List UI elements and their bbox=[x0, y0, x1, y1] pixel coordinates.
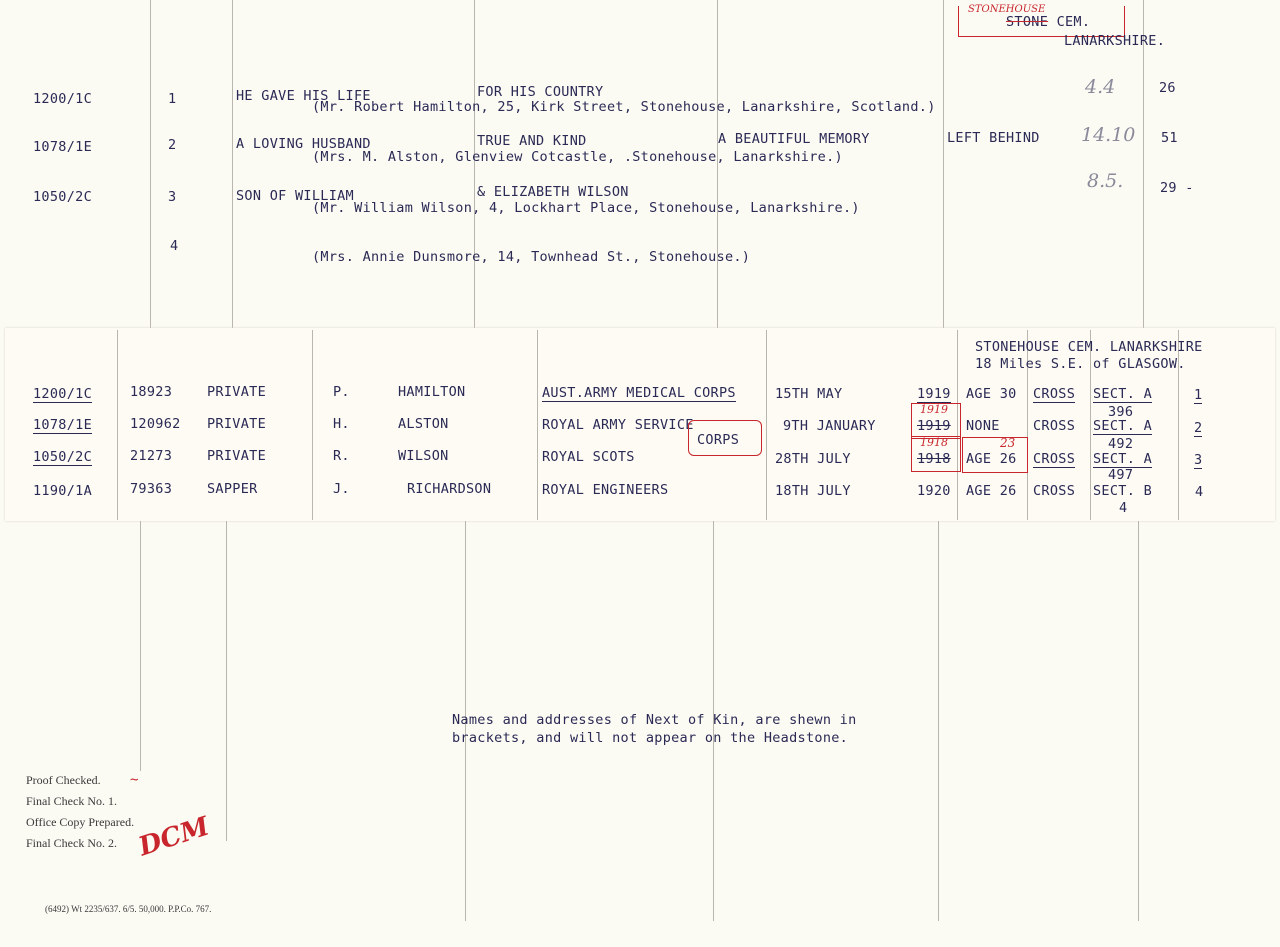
ref-number: 1200/1C bbox=[33, 386, 92, 402]
check-mark: ~ bbox=[130, 772, 139, 788]
headstone-type: CROSS bbox=[1033, 483, 1076, 499]
inscription-line: TRUE AND KIND bbox=[477, 133, 587, 149]
column-rule bbox=[537, 330, 538, 520]
column-rule bbox=[140, 521, 141, 771]
age-correction-box bbox=[962, 437, 1028, 473]
surname: HAMILTON bbox=[398, 384, 466, 400]
service-number: 120962 bbox=[130, 416, 181, 432]
ref-number: 1078/1E bbox=[33, 417, 92, 433]
grave-number: 396 bbox=[1108, 404, 1134, 420]
strip-row-number: 4 bbox=[1195, 484, 1204, 500]
column-rule bbox=[943, 0, 944, 328]
ref-number: 1190/1A bbox=[33, 483, 92, 499]
rank: PRIVATE bbox=[207, 416, 266, 432]
unit: AUST.ARMY MEDICAL CORPS bbox=[542, 385, 736, 401]
next-of-kin: (Mr. William Wilson, 4, Lockhart Place, Stonehouse, Lanarkshire.) bbox=[312, 200, 860, 216]
row-number: 3 bbox=[168, 189, 177, 205]
section: SECT. B bbox=[1093, 483, 1152, 499]
rank: SAPPER bbox=[207, 481, 258, 497]
next-of-kin: (Mrs. Annie Dunsmore, 14, Townhead St., Stonehouse.) bbox=[312, 249, 751, 265]
unit: ROYAL SCOTS bbox=[542, 449, 635, 465]
signature: DCM bbox=[135, 811, 213, 863]
strip-row-number: 3 bbox=[1194, 452, 1203, 468]
headstone-type: CROSS bbox=[1033, 386, 1076, 402]
service-number: 21273 bbox=[130, 448, 173, 464]
row-number: 4 bbox=[170, 238, 179, 254]
cemetery-rest: CEM. bbox=[1056, 14, 1091, 30]
corner-note: STONEHOUSE bbox=[968, 4, 1046, 15]
section: SECT. A bbox=[1093, 418, 1152, 434]
strip-cemetery: STONEHOUSE CEM. LANARKSHIRE bbox=[975, 339, 1203, 355]
section: SECT. A bbox=[1093, 451, 1152, 467]
next-of-kin-note: brackets, and will not appear on the Headstone. bbox=[452, 730, 849, 746]
ref-number: 1078/1E bbox=[33, 139, 92, 155]
unit-correction-box bbox=[688, 420, 762, 456]
surname: RICHARDSON bbox=[407, 481, 492, 497]
service-number: 79363 bbox=[130, 481, 173, 497]
column-rule bbox=[1143, 0, 1144, 328]
age: AGE 30 bbox=[966, 386, 1017, 402]
initial: H. bbox=[333, 416, 350, 432]
death-year: 1919 bbox=[917, 418, 951, 434]
death-date: 28TH JULY bbox=[775, 451, 851, 467]
row-number: 2 bbox=[168, 137, 177, 153]
strip-row-number: 2 bbox=[1194, 420, 1203, 436]
next-of-kin: (Mrs. M. Alston, Glenview Cotcastle, .Stonehouse, Lanarkshire.) bbox=[312, 149, 843, 165]
grave-number: 497 bbox=[1108, 467, 1134, 483]
age: AGE 26 bbox=[966, 451, 1017, 467]
age: NONE bbox=[966, 418, 1000, 434]
initial: R. bbox=[333, 448, 350, 464]
county: LANARKSHIRE. bbox=[1064, 33, 1166, 49]
grave-number: 492 bbox=[1108, 436, 1134, 452]
column-rule bbox=[232, 0, 233, 328]
death-date: 15TH MAY bbox=[775, 386, 843, 402]
section: SECT. A bbox=[1093, 386, 1152, 402]
surname: ALSTON bbox=[398, 416, 449, 432]
death-date: 9TH JANUARY bbox=[783, 418, 876, 434]
inscription-line: A BEAUTIFUL MEMORY bbox=[718, 131, 870, 147]
unit: ROYAL ARMY SERVICE bbox=[542, 417, 694, 433]
column-rule bbox=[117, 330, 118, 520]
letter-count: 29 - bbox=[1160, 180, 1194, 196]
inscription-line: LEFT BEHIND bbox=[947, 130, 1040, 146]
inscription-line: FOR HIS COUNTRY bbox=[477, 84, 604, 100]
ref-number: 1200/1C bbox=[33, 91, 92, 107]
check-final-2: Final Check No. 2. bbox=[26, 836, 117, 850]
check-proof: Proof Checked. bbox=[26, 773, 101, 787]
rank: PRIVATE bbox=[207, 448, 266, 464]
cemetery-struck: STONE bbox=[1006, 14, 1049, 30]
death-year: 1919 bbox=[917, 386, 951, 402]
handwritten-note: 14.10 bbox=[1081, 124, 1136, 146]
year-correction: 1918 bbox=[920, 436, 948, 449]
unit: ROYAL ENGINEERS bbox=[542, 482, 669, 498]
service-number: 18923 bbox=[130, 384, 173, 400]
year-correction: 1919 bbox=[920, 403, 948, 416]
grave-number: 4 bbox=[1119, 500, 1128, 516]
column-rule bbox=[150, 0, 151, 328]
surname: WILSON bbox=[398, 448, 449, 464]
next-of-kin-note: Names and addresses of Next of Kin, are shewn in bbox=[452, 712, 857, 728]
column-rule bbox=[938, 521, 939, 921]
letter-count: 51 bbox=[1161, 130, 1178, 146]
headstone-type: CROSS bbox=[1033, 418, 1076, 434]
form-reference: (6492) Wt 2235/637. 6/5. 50,000. P.P.Co. 767. bbox=[45, 904, 212, 914]
column-rule bbox=[1138, 521, 1139, 921]
initial: P. bbox=[333, 384, 350, 400]
inscription-line: SON OF WILLIAM bbox=[236, 188, 354, 204]
check-final-1: Final Check No. 1. bbox=[26, 794, 117, 808]
column-rule bbox=[226, 521, 227, 841]
handwritten-note: 4.4 bbox=[1085, 76, 1116, 98]
ref-number: 1050/2C bbox=[33, 449, 92, 465]
death-date: 18TH JULY bbox=[775, 483, 851, 499]
ref-number: 1050/2C bbox=[33, 189, 92, 205]
death-year: 1918 bbox=[917, 451, 951, 467]
inscription-line: & ELIZABETH WILSON bbox=[477, 184, 629, 200]
strip-location: 18 Miles S.E. of GLASGOW. bbox=[975, 356, 1186, 372]
unit-extra: CORPS bbox=[697, 432, 740, 448]
column-rule bbox=[312, 330, 313, 520]
row-number: 1 bbox=[168, 91, 177, 107]
age-correction: 23 bbox=[1000, 436, 1016, 450]
cemetery-name bbox=[1006, 14, 1090, 30]
death-year: 1920 bbox=[917, 483, 951, 499]
inscription-line: HE GAVE HIS LIFE bbox=[236, 88, 371, 104]
headstone-type: CROSS bbox=[1033, 451, 1076, 467]
column-rule bbox=[766, 330, 767, 520]
next-of-kin: (Mr. Robert Hamilton, 25, Kirk Street, Stonehouse, Lanarkshire, Scotland.) bbox=[312, 99, 936, 115]
strip-row-number: 1 bbox=[1194, 387, 1203, 403]
check-office-copy: Office Copy Prepared. bbox=[26, 815, 135, 829]
handwritten-note: 8.5. bbox=[1087, 170, 1124, 192]
age: AGE 26 bbox=[966, 483, 1017, 499]
rank: PRIVATE bbox=[207, 384, 266, 400]
letter-count: 26 bbox=[1159, 80, 1176, 96]
initial: J. bbox=[333, 481, 350, 497]
inscription-line: A LOVING HUSBAND bbox=[236, 136, 371, 152]
